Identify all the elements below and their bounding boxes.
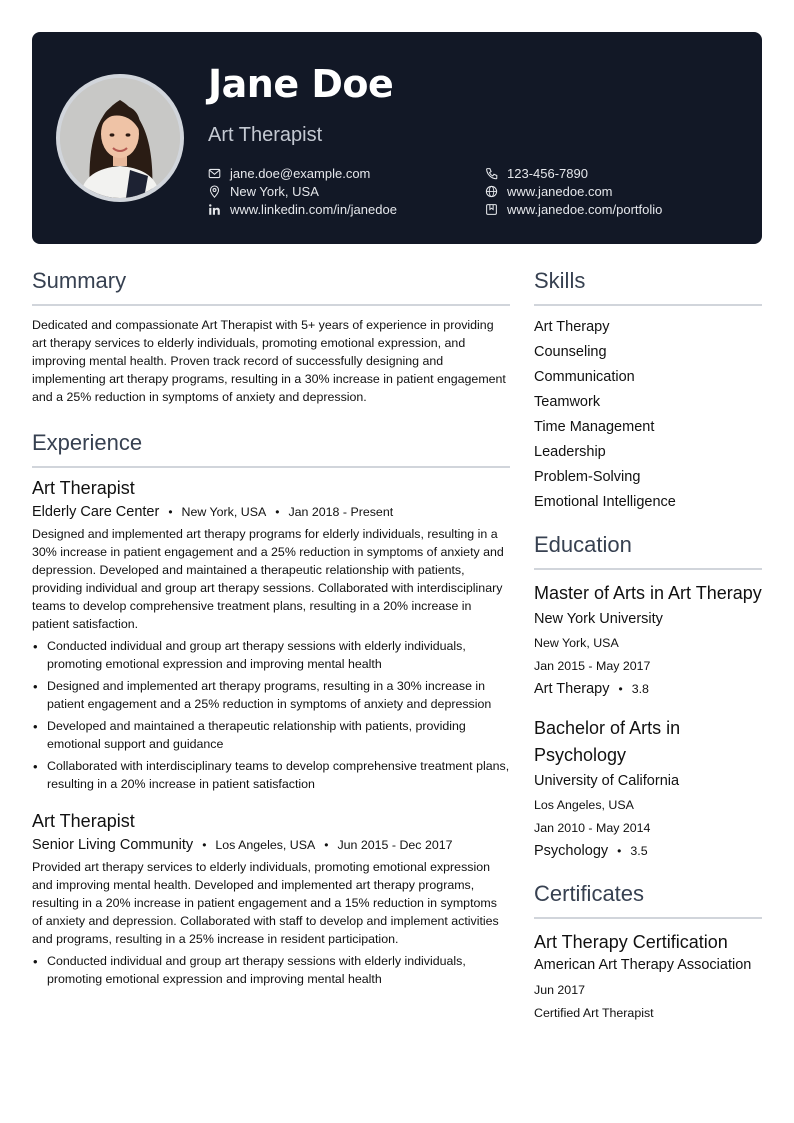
- bullet-item: • Designed and implemented art therapy programs, resulting in a 30% increase in patient engagement and a 25% reduction in symptoms of anxiety and depression: [32, 677, 510, 713]
- map-pin-icon: [208, 185, 221, 198]
- contact-portfolio-text: www.janedoe.com/portfolio: [507, 202, 663, 217]
- education-location: Los Angeles, USA: [534, 798, 634, 812]
- summary-section: [32, 268, 510, 406]
- contact-list: [208, 166, 728, 217]
- job-meta: [32, 837, 510, 853]
- job-bullets: [32, 637, 510, 793]
- skill-item: Teamwork: [534, 394, 601, 410]
- certificate-credential: Certified Art Therapist: [534, 1006, 654, 1020]
- education-location: New York, USA: [534, 636, 619, 650]
- skill-item: Leadership: [534, 444, 606, 460]
- skill-item: Counseling: [534, 344, 607, 360]
- job-location: Los Angeles, USA: [215, 838, 316, 852]
- education-field: [534, 681, 762, 697]
- job-company: Elderly Care Center: [32, 504, 160, 520]
- candidate-role: Art Therapist: [208, 124, 323, 146]
- education-dates: Jan 2010 - May 2014: [534, 821, 651, 835]
- separator-dot: •: [168, 505, 173, 519]
- skill-item: Communication: [534, 369, 635, 385]
- skill-item: Problem-Solving: [534, 469, 641, 485]
- education-major: Art Therapy: [534, 681, 610, 697]
- summary-text: Dedicated and compassionate Art Therapist with 5+ years of experience in providing art therapy services to elderly individuals, promoting emotional expression, and improving mental health. Proven track record of successfully designing and implementing art therapy programs, resulting in a 30% increase in patient engagement and a 25% reduction in symptoms of anxiety and depression.: [32, 318, 506, 404]
- phone-icon: [485, 167, 498, 180]
- certificates-section: [534, 881, 762, 1021]
- bookmark-icon: [485, 203, 498, 216]
- education-gpa: 3.8: [631, 682, 649, 696]
- contact-location-text: New York, USA: [230, 184, 319, 199]
- education-section: [534, 532, 762, 859]
- job-company: Senior Living Community: [32, 837, 194, 853]
- job-dates: Jan 2018 - Present: [288, 505, 394, 519]
- separator-dot: •: [202, 838, 207, 852]
- job-entry: [32, 478, 510, 793]
- separator-dot: •: [618, 682, 623, 696]
- skills-section: [534, 268, 762, 518]
- bullet-item: • Developed and maintained a therapeutic relationship with patients, providing emotional support and guidance: [32, 717, 510, 753]
- linkedin-icon: [208, 203, 221, 216]
- job-dates: Jun 2015 - Dec 2017: [337, 838, 453, 852]
- job-description: Provided art therapy services to elderly individuals, promoting emotional expression and improving mental health. Developed and implemented art therapy programs, resulting in a 20% increase in patient engagement and a 15% reduction in symptoms of anxiety and depression. Collaborated with staff to develop and implement activities and programs, resulting in a 25% increase in resident participation.: [32, 860, 499, 946]
- contact-website-text: www.janedoe.com: [507, 184, 613, 199]
- skill-item: Time Management: [534, 419, 655, 435]
- summary-heading: Summary: [32, 268, 510, 306]
- education-major: Psychology: [534, 843, 609, 859]
- separator-dot: •: [324, 838, 329, 852]
- education-degree: Master of Arts in Art Therapy: [534, 583, 762, 603]
- certificate-entry: [534, 929, 762, 1021]
- certificates-heading: Certificates: [534, 881, 762, 919]
- education-degree: Bachelor of Arts in Psychology: [534, 718, 681, 765]
- education-gpa: 3.5: [630, 844, 648, 858]
- resume-header: [32, 32, 762, 244]
- contact-portfolio[interactable]: [485, 202, 728, 217]
- certificate-date: Jun 2017: [534, 983, 585, 997]
- contact-phone-text: 123-456-7890: [507, 166, 588, 181]
- contact-linkedin-text: www.linkedin.com/in/janedoe: [230, 202, 397, 217]
- education-entry: [534, 715, 762, 859]
- side-column: [534, 268, 762, 1028]
- education-school: New York University: [534, 611, 663, 627]
- bullet-item: • Collaborated with interdisciplinary teams to develop comprehensive treatment plans, resulting in a 20% increase in patient satisfaction: [32, 757, 510, 793]
- profile-photo: [56, 74, 184, 202]
- job-title: Art Therapist: [32, 478, 135, 498]
- skills-heading: Skills: [534, 268, 762, 306]
- skill-item: Emotional Intelligence: [534, 494, 676, 510]
- main-column: [32, 268, 510, 992]
- education-field: [534, 843, 762, 859]
- education-dates: Jan 2015 - May 2017: [534, 659, 651, 673]
- separator-dot: •: [617, 844, 622, 858]
- mail-icon: [208, 167, 221, 180]
- education-school: University of California: [534, 773, 680, 789]
- education-entry: [534, 580, 762, 697]
- candidate-name: Jane Doe: [208, 62, 394, 106]
- separator-dot: •: [275, 505, 280, 519]
- contact-website[interactable]: [485, 184, 728, 199]
- certificate-issuer: American Art Therapy Association: [534, 957, 752, 973]
- job-meta: [32, 504, 510, 520]
- experience-heading: Experience: [32, 430, 510, 468]
- contact-email[interactable]: [208, 166, 485, 181]
- contact-linkedin[interactable]: [208, 202, 485, 217]
- experience-section: [32, 430, 510, 988]
- contact-location: [208, 184, 485, 199]
- profile-photo-image: [60, 78, 180, 198]
- globe-icon: [485, 185, 498, 198]
- job-title: Art Therapist: [32, 811, 135, 831]
- bullet-item: • Conducted individual and group art therapy sessions with elderly individuals, promoting emotional expression and improving mental health: [32, 952, 510, 988]
- certificate-name: Art Therapy Certification: [534, 932, 728, 952]
- contact-email-text: jane.doe@example.com: [230, 166, 371, 181]
- job-description: Designed and implemented art therapy programs for elderly individuals, resulting in a 30% increase in patient engagement and a 25% reduction in symptoms of anxiety and depression. Developed and maintained a therapeutic relationship with patients, providing individual and group art therapy sessions. Collaborated with interdisciplinary teams to develop comprehensive treatment plans, resulting in a 20% increase in patient satisfaction.: [32, 527, 504, 631]
- bullet-item: • Conducted individual and group art therapy sessions with elderly individuals, promoting emotional expression and improving mental health: [32, 637, 510, 673]
- contact-phone[interactable]: [485, 166, 728, 181]
- job-bullets: [32, 952, 510, 988]
- education-heading: Education: [534, 532, 762, 570]
- skills-list: [534, 316, 762, 518]
- skill-item: Art Therapy: [534, 319, 610, 335]
- job-entry: [32, 811, 510, 988]
- job-location: New York, USA: [181, 505, 267, 519]
